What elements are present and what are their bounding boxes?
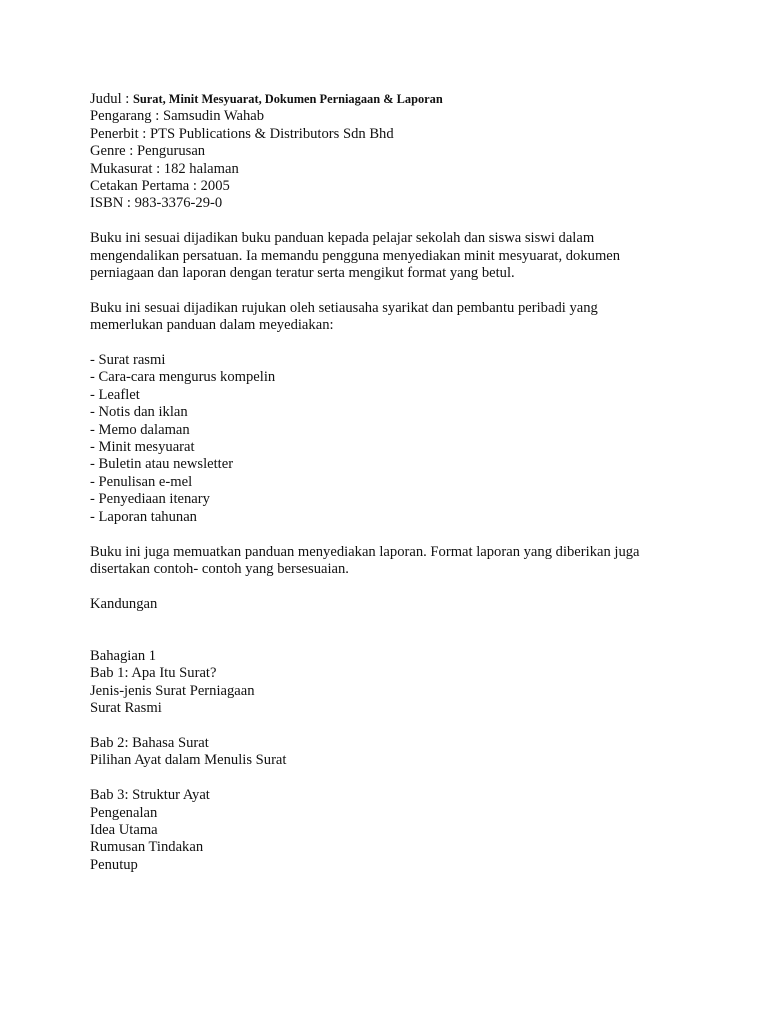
book-title: Surat, Minit Mesyuarat, Dokumen Perniagaan & Laporan [132,92,443,106]
list-item: - Leaflet [90,386,140,403]
chapter-title: Bab 2: Bahasa Surat [90,734,209,751]
paragraph-line: Buku ini juga memuatkan panduan menyediakan laporan. Format laporan yang diberikan juga [90,543,640,560]
chapter-entry: Penutup [90,856,138,873]
list-item: - Cara-cara mengurus kompelin [90,369,276,386]
contents-heading: Kandungan [90,595,158,612]
description-paragraph-1 [90,230,710,282]
title-label: Judul : [90,91,133,107]
chapter-1-block [90,665,710,717]
section-heading: Bahagian 1 [90,647,157,664]
chapter-entry: Jenis-jenis Surat Perniagaan [90,682,255,699]
chapter-entry: Rumusan Tindakan [90,839,204,856]
description-paragraph-3 [90,544,710,579]
list-item: - Notis dan iklan [90,404,188,421]
list-item: - Minit mesyuarat [90,439,195,456]
paragraph-line: memerlukan panduan dalam meyediakan: [90,317,334,334]
list-item: - Buletin atau newsletter [90,456,234,473]
paragraph-line: perniagaan dan laporan dengan teratur serta mengikut format yang betul. [90,265,515,282]
title-line [90,91,710,108]
topics-list [90,352,710,526]
pages-line: Mukasurat : 182 halaman [90,160,239,177]
chapter-title: Bab 1: Apa Itu Surat? [90,665,217,682]
chapter-entry: Pengenalan [90,804,158,821]
chapter-entry: Surat Rasmi [90,700,162,717]
author-line: Pengarang : Samsudin Wahab [90,108,265,125]
genre-line: Genre : Pengurusan [90,143,206,160]
list-item: - Memo dalaman [90,421,190,438]
list-item: - Penyediaan itenary [90,491,210,508]
first-print-line: Cetakan Pertama : 2005 [90,178,230,195]
list-item: - Surat rasmi [90,352,166,369]
chapter-title: Bab 3: Struktur Ayat [90,787,210,804]
chapter-entry: Idea Utama [90,821,158,838]
chapter-3-block [90,787,710,874]
paragraph-line: Buku ini sesuai dijadikan rujukan oleh setiausaha syarikat dan pembantu peribadi yang [90,299,598,316]
chapter-entry: Pilihan Ayat dalam Menulis Surat [90,752,287,769]
document-page [90,91,710,874]
publisher-line: Penerbit : PTS Publications & Distributors Sdn Bhd [90,125,394,142]
isbn-line: ISBN : 983-3376-29-0 [90,195,223,212]
paragraph-line: mengendalikan persatuan. Ia memandu pengguna menyediakan minit mesyuarat, dokumen [90,247,621,264]
list-item: - Laporan tahunan [90,508,197,525]
paragraph-line: disertakan contoh- contoh yang bersesuaian. [90,560,349,577]
list-item: - Penulisan e-mel [90,473,193,490]
chapter-2-block [90,735,710,770]
description-paragraph-2 [90,300,710,335]
paragraph-line: Buku ini sesuai dijadikan buku panduan kepada pelajar sekolah dan siswa siswi dalam [90,230,595,247]
